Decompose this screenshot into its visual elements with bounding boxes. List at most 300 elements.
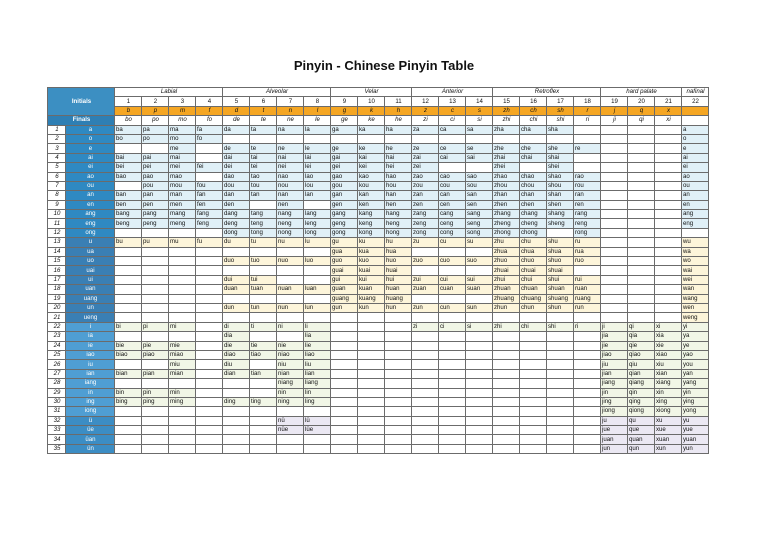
syllable-cell xyxy=(439,360,466,369)
syllable-cell xyxy=(169,426,196,435)
syllable-cell: yong xyxy=(682,407,709,416)
syllable-cell: she xyxy=(547,144,574,153)
syllable-cell: leng xyxy=(304,219,331,228)
syllable-cell: dia xyxy=(223,332,250,341)
syllable-cell xyxy=(601,303,628,312)
syllable-cell: lai xyxy=(304,153,331,162)
syllable-cell: rong xyxy=(574,228,601,237)
table-row xyxy=(48,388,709,397)
syllable-cell: hai xyxy=(385,153,412,162)
syllable-cell xyxy=(628,191,655,200)
syllable-cell xyxy=(250,200,277,209)
syllable-cell: ruan xyxy=(574,285,601,294)
syllable-cell xyxy=(412,444,439,453)
syllable-cell xyxy=(331,332,358,341)
syllable-cell xyxy=(628,238,655,247)
syllable-cell xyxy=(250,294,277,303)
syllable-cell: zhong xyxy=(493,228,520,237)
row-number: 25 xyxy=(48,350,66,359)
syllable-cell: yuan xyxy=(682,435,709,444)
syllable-cell: dai xyxy=(223,153,250,162)
syllable-cell: pi xyxy=(142,322,169,331)
row-number: 5 xyxy=(48,163,66,172)
syllable-cell: ta xyxy=(250,125,277,134)
syllable-cell xyxy=(520,163,547,172)
syllable-cell xyxy=(196,257,223,266)
syllable-cell xyxy=(196,426,223,435)
syllable-cell: zhuai xyxy=(493,266,520,275)
initial-cell: t xyxy=(250,106,277,115)
syllable-cell: pie xyxy=(142,341,169,350)
syllable-cell xyxy=(304,134,331,143)
initial-cell: p xyxy=(142,106,169,115)
syllable-cell xyxy=(385,322,412,331)
syllable-cell: kao xyxy=(358,172,385,181)
syllable-cell: pao xyxy=(142,172,169,181)
syllable-cell: reng xyxy=(574,219,601,228)
syllable-cell xyxy=(304,266,331,275)
syllable-cell xyxy=(547,416,574,425)
syllable-cell: xu xyxy=(655,416,682,425)
syllable-cell xyxy=(628,228,655,237)
syllable-cell: wei xyxy=(682,275,709,284)
syllable-cell xyxy=(493,332,520,341)
syllable-cell: bi xyxy=(115,322,142,331)
syllable-cell: long xyxy=(304,228,331,237)
syllable-cell xyxy=(682,228,709,237)
syllable-cell: wai xyxy=(682,266,709,275)
final-cell: ia xyxy=(66,332,115,341)
syllable-cell xyxy=(466,350,493,359)
syllable-cell xyxy=(115,144,142,153)
syllable-cell: ting xyxy=(250,397,277,406)
syllable-cell: xiang xyxy=(655,379,682,388)
syllable-cell: shei xyxy=(547,163,574,172)
row-number: 18 xyxy=(48,285,66,294)
example-cell: te xyxy=(250,116,277,125)
syllable-cell: gu xyxy=(331,238,358,247)
syllable-cell xyxy=(466,247,493,256)
syllable-cell: ma xyxy=(169,125,196,134)
syllable-cell xyxy=(412,247,439,256)
table-row xyxy=(48,266,709,275)
syllable-cell xyxy=(115,247,142,256)
syllable-cell xyxy=(169,444,196,453)
syllable-cell: ca xyxy=(439,125,466,134)
syllable-cell: chan xyxy=(520,191,547,200)
syllable-cell xyxy=(412,379,439,388)
syllable-cell: hong xyxy=(385,228,412,237)
syllable-cell xyxy=(493,134,520,143)
initial-cell: z xyxy=(412,106,439,115)
syllable-cell: fa xyxy=(196,125,223,134)
syllable-cell: liu xyxy=(304,360,331,369)
syllable-cell: ke xyxy=(358,144,385,153)
syllable-cell: che xyxy=(520,144,547,153)
table-row xyxy=(48,444,709,453)
table-row xyxy=(48,407,709,416)
syllable-cell: kan xyxy=(358,191,385,200)
table-row xyxy=(48,435,709,444)
syllable-cell xyxy=(196,350,223,359)
syllable-cell: ku xyxy=(358,238,385,247)
syllable-cell xyxy=(628,210,655,219)
table-row xyxy=(48,210,709,219)
syllable-cell xyxy=(655,163,682,172)
syllable-cell: shan xyxy=(547,191,574,200)
syllable-cell xyxy=(601,191,628,200)
syllable-cell: cha xyxy=(520,125,547,134)
syllable-cell xyxy=(223,294,250,303)
syllable-cell: zhai xyxy=(493,153,520,162)
syllable-cell xyxy=(412,416,439,425)
syllable-cell xyxy=(277,247,304,256)
example-row xyxy=(48,116,709,125)
syllable-cell xyxy=(250,247,277,256)
syllable-cell: ji xyxy=(601,322,628,331)
syllable-cell: wang xyxy=(682,294,709,303)
syllable-cell: duan xyxy=(223,285,250,294)
syllable-cell: tun xyxy=(250,303,277,312)
syllable-cell xyxy=(439,379,466,388)
syllable-cell xyxy=(196,303,223,312)
syllable-cell: tou xyxy=(250,181,277,190)
row-number: 11 xyxy=(48,219,66,228)
initial-cell: f xyxy=(196,106,223,115)
syllable-cell xyxy=(115,303,142,312)
syllable-cell: zhe xyxy=(493,144,520,153)
final-cell: iao xyxy=(66,350,115,359)
row-number: 32 xyxy=(48,416,66,425)
syllable-cell: dun xyxy=(223,303,250,312)
syllable-cell: wan xyxy=(682,285,709,294)
example-cell: chi xyxy=(520,116,547,125)
syllable-cell: jiong xyxy=(601,407,628,416)
syllable-cell: mu xyxy=(169,238,196,247)
column-number-row xyxy=(48,97,709,106)
syllable-cell: jun xyxy=(601,444,628,453)
table-row xyxy=(48,172,709,181)
syllable-cell: ze xyxy=(412,144,439,153)
syllable-cell: zu xyxy=(412,238,439,247)
syllable-cell: zhan xyxy=(493,191,520,200)
column-number: 18 xyxy=(574,97,601,106)
syllable-cell: pa xyxy=(142,125,169,134)
syllable-cell xyxy=(412,332,439,341)
syllable-cell: nüe xyxy=(277,426,304,435)
syllable-cell xyxy=(331,360,358,369)
syllable-cell xyxy=(601,200,628,209)
syllable-cell: ning xyxy=(277,397,304,406)
syllable-cell xyxy=(493,435,520,444)
syllable-cell xyxy=(520,379,547,388)
initial-cell: m xyxy=(169,106,196,115)
syllable-cell: ga xyxy=(331,125,358,134)
final-cell: uan xyxy=(66,285,115,294)
group-label: Velar xyxy=(331,88,412,97)
syllable-cell xyxy=(250,313,277,322)
row-number: 24 xyxy=(48,341,66,350)
example-cell: po xyxy=(142,116,169,125)
initial-cell: zh xyxy=(493,106,520,115)
table-row xyxy=(48,360,709,369)
syllable-cell: wen xyxy=(682,303,709,312)
syllable-cell xyxy=(439,407,466,416)
syllable-cell: dui xyxy=(223,275,250,284)
syllable-cell: dang xyxy=(223,210,250,219)
syllable-cell xyxy=(196,228,223,237)
syllable-cell: qiong xyxy=(628,407,655,416)
syllable-cell: cou xyxy=(439,181,466,190)
syllable-cell xyxy=(466,163,493,172)
syllable-cell xyxy=(655,275,682,284)
syllable-cell: du xyxy=(223,238,250,247)
syllable-cell: ruo xyxy=(574,257,601,266)
syllable-cell xyxy=(520,350,547,359)
syllable-cell xyxy=(493,416,520,425)
syllable-cell xyxy=(331,369,358,378)
syllable-cell xyxy=(439,247,466,256)
column-number: 13 xyxy=(439,97,466,106)
syllable-cell: xing xyxy=(655,397,682,406)
example-cell: ri xyxy=(574,116,601,125)
syllable-cell: zhuan xyxy=(493,285,520,294)
syllable-cell: chi xyxy=(520,322,547,331)
column-number: 20 xyxy=(628,97,655,106)
syllable-cell xyxy=(115,257,142,266)
syllable-cell xyxy=(304,294,331,303)
syllable-cell xyxy=(493,350,520,359)
row-number: 12 xyxy=(48,228,66,237)
syllable-cell xyxy=(304,247,331,256)
syllable-cell xyxy=(412,407,439,416)
syllable-cell: huo xyxy=(385,257,412,266)
syllable-cell: gai xyxy=(331,153,358,162)
syllable-cell: pang xyxy=(142,210,169,219)
row-number: 13 xyxy=(48,238,66,247)
table-row xyxy=(48,163,709,172)
syllable-cell: han xyxy=(385,191,412,200)
syllable-cell xyxy=(385,388,412,397)
example-cell: ne xyxy=(277,116,304,125)
syllable-cell xyxy=(628,153,655,162)
syllable-cell: liao xyxy=(304,350,331,359)
syllable-cell: ri xyxy=(574,322,601,331)
table-row xyxy=(48,144,709,153)
syllable-cell xyxy=(628,181,655,190)
syllable-cell xyxy=(466,294,493,303)
syllable-cell: lao xyxy=(304,172,331,181)
syllable-cell: la xyxy=(304,125,331,134)
syllable-cell: ni xyxy=(277,322,304,331)
syllable-cell xyxy=(628,275,655,284)
syllable-cell xyxy=(628,200,655,209)
syllable-cell xyxy=(223,426,250,435)
syllable-cell xyxy=(601,153,628,162)
syllable-cell: gei xyxy=(331,163,358,172)
table-row xyxy=(48,200,709,209)
syllable-cell: ding xyxy=(223,397,250,406)
syllable-cell: ling xyxy=(304,397,331,406)
syllable-cell xyxy=(439,332,466,341)
syllable-cell: mou xyxy=(169,181,196,190)
syllable-cell xyxy=(655,181,682,190)
syllable-cell xyxy=(547,435,574,444)
syllable-cell: bao xyxy=(115,172,142,181)
syllable-cell xyxy=(655,172,682,181)
syllable-cell xyxy=(331,350,358,359)
syllable-cell: shua xyxy=(547,247,574,256)
syllable-cell: te xyxy=(250,144,277,153)
syllable-cell xyxy=(601,219,628,228)
syllable-cell: zhuo xyxy=(493,257,520,266)
syllable-cell: qing xyxy=(628,397,655,406)
syllable-cell xyxy=(493,388,520,397)
syllable-cell: dian xyxy=(223,369,250,378)
syllable-cell: lie xyxy=(304,341,331,350)
syllable-cell: can xyxy=(439,191,466,200)
syllable-cell xyxy=(439,134,466,143)
syllable-cell: gong xyxy=(331,228,358,237)
syllable-cell xyxy=(115,360,142,369)
syllable-cell xyxy=(169,266,196,275)
syllable-cell: lia xyxy=(304,332,331,341)
syllable-cell: quan xyxy=(628,435,655,444)
syllable-cell: ping xyxy=(142,397,169,406)
syllable-cell: ceng xyxy=(439,219,466,228)
syllable-cell xyxy=(655,134,682,143)
syllable-cell: sen xyxy=(466,200,493,209)
syllable-cell: tei xyxy=(250,163,277,172)
syllable-cell: hu xyxy=(385,238,412,247)
syllable-cell: bai xyxy=(115,153,142,162)
syllable-cell: shang xyxy=(547,210,574,219)
syllable-cell: sun xyxy=(466,303,493,312)
syllable-cell xyxy=(196,275,223,284)
syllable-cell xyxy=(412,350,439,359)
syllable-cell: de xyxy=(223,144,250,153)
syllable-cell xyxy=(223,247,250,256)
syllable-cell: zan xyxy=(412,191,439,200)
syllable-cell: ce xyxy=(439,144,466,153)
syllable-cell xyxy=(331,313,358,322)
group-label: hard palate xyxy=(601,88,682,97)
syllable-cell: pou xyxy=(142,181,169,190)
syllable-cell xyxy=(601,125,628,134)
syllable-cell: lian xyxy=(304,369,331,378)
syllable-cell xyxy=(277,275,304,284)
final-cell: ua xyxy=(66,247,115,256)
final-cell: uang xyxy=(66,294,115,303)
syllable-cell xyxy=(358,134,385,143)
syllable-cell xyxy=(601,275,628,284)
syllable-cell: pei xyxy=(142,163,169,172)
final-cell: a xyxy=(66,125,115,134)
syllable-cell xyxy=(412,435,439,444)
syllable-cell: tui xyxy=(250,275,277,284)
initial-cell: h xyxy=(385,106,412,115)
syllable-cell xyxy=(574,360,601,369)
syllable-cell xyxy=(466,397,493,406)
group-header-row xyxy=(48,88,709,97)
group-label: Alveolar xyxy=(223,88,331,97)
final-cell: üan xyxy=(66,435,115,444)
syllable-cell: nao xyxy=(277,172,304,181)
syllable-cell: hun xyxy=(385,303,412,312)
syllable-cell xyxy=(196,247,223,256)
syllable-cell: zhou xyxy=(493,181,520,190)
syllable-cell xyxy=(466,426,493,435)
syllable-cell xyxy=(574,444,601,453)
syllable-cell: huang xyxy=(385,294,412,303)
syllable-cell: xian xyxy=(655,369,682,378)
syllable-cell xyxy=(196,144,223,153)
syllable-cell xyxy=(115,313,142,322)
syllable-cell xyxy=(466,369,493,378)
row-number: 4 xyxy=(48,153,66,162)
row-number: 7 xyxy=(48,181,66,190)
final-cell: iang xyxy=(66,379,115,388)
example-cell: ji xyxy=(601,116,628,125)
syllable-cell xyxy=(358,407,385,416)
syllable-cell xyxy=(115,407,142,416)
row-number: 19 xyxy=(48,294,66,303)
syllable-cell: hua xyxy=(385,247,412,256)
syllable-cell: ye xyxy=(682,341,709,350)
syllable-cell: ying xyxy=(682,397,709,406)
syllable-cell xyxy=(223,407,250,416)
syllable-cell: an xyxy=(682,191,709,200)
syllable-cell xyxy=(196,435,223,444)
syllable-cell xyxy=(628,134,655,143)
syllable-cell: men xyxy=(169,200,196,209)
table-row xyxy=(48,341,709,350)
syllable-cell: qian xyxy=(628,369,655,378)
row-number: 34 xyxy=(48,435,66,444)
final-cell: üe xyxy=(66,426,115,435)
syllable-cell: lu xyxy=(304,238,331,247)
syllable-cell: ci xyxy=(439,322,466,331)
syllable-cell xyxy=(628,294,655,303)
syllable-cell xyxy=(574,313,601,322)
syllable-cell xyxy=(466,134,493,143)
syllable-cell xyxy=(385,313,412,322)
syllable-cell xyxy=(655,238,682,247)
syllable-cell: nong xyxy=(277,228,304,237)
syllable-cell xyxy=(439,416,466,425)
column-number: 11 xyxy=(385,97,412,106)
syllable-cell: chen xyxy=(520,200,547,209)
syllable-cell: tai xyxy=(250,153,277,162)
syllable-cell: duo xyxy=(223,257,250,266)
syllable-cell xyxy=(331,134,358,143)
syllable-cell xyxy=(169,257,196,266)
initial-cell: r xyxy=(574,106,601,115)
initials-row xyxy=(48,106,709,115)
table-row xyxy=(48,219,709,228)
syllable-cell: se xyxy=(466,144,493,153)
syllable-cell: yu xyxy=(682,416,709,425)
syllable-cell: ya xyxy=(682,332,709,341)
syllable-cell: ju xyxy=(601,416,628,425)
syllable-cell: xiong xyxy=(655,407,682,416)
syllable-cell: jie xyxy=(601,341,628,350)
syllable-cell: jue xyxy=(601,426,628,435)
syllable-cell xyxy=(655,266,682,275)
syllable-cell xyxy=(520,134,547,143)
syllable-cell xyxy=(655,125,682,134)
syllable-cell xyxy=(115,435,142,444)
